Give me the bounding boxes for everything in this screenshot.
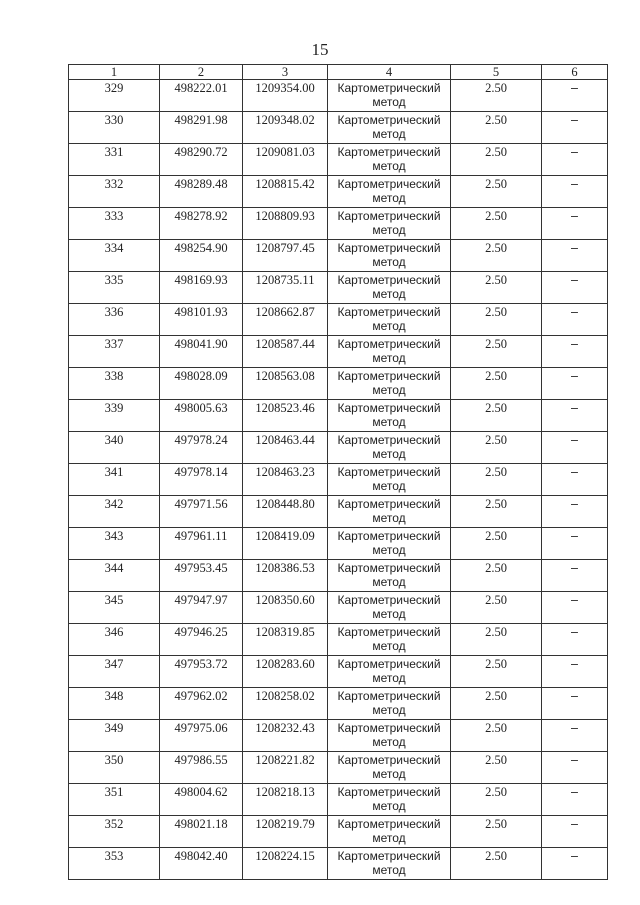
note-cell: – [542, 720, 608, 752]
table-row [69, 560, 608, 592]
accuracy-cell: 2.50 [451, 80, 542, 112]
point-number-cell: 343 [69, 528, 160, 560]
table-body [69, 80, 608, 880]
y-coordinate-cell: 1208221.82 [243, 752, 328, 784]
table-row [69, 784, 608, 816]
column-header: 5 [451, 65, 542, 80]
y-coordinate-cell: 1208350.60 [243, 592, 328, 624]
note-cell: – [542, 304, 608, 336]
accuracy-cell: 2.50 [451, 432, 542, 464]
note-cell: – [542, 112, 608, 144]
x-coordinate-cell: 498028.09 [160, 368, 243, 400]
method-cell: Картометрический метод [328, 112, 451, 144]
accuracy-cell: 2.50 [451, 240, 542, 272]
accuracy-cell: 2.50 [451, 848, 542, 880]
note-cell: – [542, 528, 608, 560]
method-cell: Картометрический метод [328, 368, 451, 400]
table-row [69, 496, 608, 528]
point-number-cell: 339 [69, 400, 160, 432]
table-row [69, 848, 608, 880]
table-row [69, 528, 608, 560]
method-cell: Картометрический метод [328, 528, 451, 560]
table-row [69, 432, 608, 464]
table-row [69, 176, 608, 208]
accuracy-cell: 2.50 [451, 752, 542, 784]
y-coordinate-cell: 1208463.23 [243, 464, 328, 496]
point-number-cell: 331 [69, 144, 160, 176]
accuracy-cell: 2.50 [451, 720, 542, 752]
accuracy-cell: 2.50 [451, 528, 542, 560]
y-coordinate-cell: 1208419.09 [243, 528, 328, 560]
note-cell: – [542, 624, 608, 656]
note-cell: – [542, 272, 608, 304]
point-number-cell: 346 [69, 624, 160, 656]
x-coordinate-cell: 497975.06 [160, 720, 243, 752]
accuracy-cell: 2.50 [451, 336, 542, 368]
y-coordinate-cell: 1208523.46 [243, 400, 328, 432]
note-cell: – [542, 208, 608, 240]
accuracy-cell: 2.50 [451, 560, 542, 592]
column-header: 6 [542, 65, 608, 80]
y-coordinate-cell: 1209081.03 [243, 144, 328, 176]
table-row [69, 304, 608, 336]
note-cell: – [542, 560, 608, 592]
y-coordinate-cell: 1209354.00 [243, 80, 328, 112]
point-number-cell: 335 [69, 272, 160, 304]
method-cell: Картометрический метод [328, 304, 451, 336]
y-coordinate-cell: 1208386.53 [243, 560, 328, 592]
y-coordinate-cell: 1208232.43 [243, 720, 328, 752]
y-coordinate-cell: 1208735.11 [243, 272, 328, 304]
note-cell: – [542, 688, 608, 720]
method-cell: Картометрический метод [328, 688, 451, 720]
note-cell: – [542, 592, 608, 624]
point-number-cell: 329 [69, 80, 160, 112]
x-coordinate-cell: 498004.62 [160, 784, 243, 816]
table-header-row [69, 65, 608, 80]
method-cell: Картометрический метод [328, 720, 451, 752]
x-coordinate-cell: 498042.40 [160, 848, 243, 880]
x-coordinate-cell: 497947.97 [160, 592, 243, 624]
note-cell: – [542, 80, 608, 112]
accuracy-cell: 2.50 [451, 400, 542, 432]
note-cell: – [542, 432, 608, 464]
method-cell: Картометрический метод [328, 208, 451, 240]
y-coordinate-cell: 1208448.80 [243, 496, 328, 528]
point-number-cell: 330 [69, 112, 160, 144]
y-coordinate-cell: 1208815.42 [243, 176, 328, 208]
accuracy-cell: 2.50 [451, 592, 542, 624]
method-cell: Картометрический метод [328, 624, 451, 656]
x-coordinate-cell: 498021.18 [160, 816, 243, 848]
method-cell: Картометрический метод [328, 400, 451, 432]
note-cell: – [542, 368, 608, 400]
column-header: 2 [160, 65, 243, 80]
column-header: 3 [243, 65, 328, 80]
table-row [69, 752, 608, 784]
y-coordinate-cell: 1208662.87 [243, 304, 328, 336]
column-header: 4 [328, 65, 451, 80]
method-cell: Картометрический метод [328, 496, 451, 528]
x-coordinate-cell: 498005.63 [160, 400, 243, 432]
table-row [69, 112, 608, 144]
note-cell: – [542, 816, 608, 848]
table-row [69, 656, 608, 688]
method-cell: Картометрический метод [328, 464, 451, 496]
accuracy-cell: 2.50 [451, 624, 542, 656]
note-cell: – [542, 144, 608, 176]
accuracy-cell: 2.50 [451, 816, 542, 848]
table-row [69, 272, 608, 304]
method-cell: Картометрический метод [328, 144, 451, 176]
point-number-cell: 349 [69, 720, 160, 752]
note-cell: – [542, 176, 608, 208]
table-row [69, 144, 608, 176]
table-row [69, 464, 608, 496]
x-coordinate-cell: 497978.24 [160, 432, 243, 464]
method-cell: Картометрический метод [328, 816, 451, 848]
accuracy-cell: 2.50 [451, 272, 542, 304]
y-coordinate-cell: 1208219.79 [243, 816, 328, 848]
method-cell: Картометрический метод [328, 752, 451, 784]
point-number-cell: 341 [69, 464, 160, 496]
note-cell: – [542, 848, 608, 880]
coordinates-table [68, 64, 608, 880]
column-header: 1 [69, 65, 160, 80]
accuracy-cell: 2.50 [451, 144, 542, 176]
x-coordinate-cell: 497978.14 [160, 464, 243, 496]
point-number-cell: 338 [69, 368, 160, 400]
x-coordinate-cell: 498254.90 [160, 240, 243, 272]
accuracy-cell: 2.50 [451, 464, 542, 496]
point-number-cell: 332 [69, 176, 160, 208]
note-cell: – [542, 656, 608, 688]
y-coordinate-cell: 1208218.13 [243, 784, 328, 816]
x-coordinate-cell: 497962.02 [160, 688, 243, 720]
x-coordinate-cell: 497953.45 [160, 560, 243, 592]
point-number-cell: 340 [69, 432, 160, 464]
point-number-cell: 333 [69, 208, 160, 240]
x-coordinate-cell: 498278.92 [160, 208, 243, 240]
y-coordinate-cell: 1208224.15 [243, 848, 328, 880]
point-number-cell: 345 [69, 592, 160, 624]
x-coordinate-cell: 497986.55 [160, 752, 243, 784]
table-row [69, 688, 608, 720]
accuracy-cell: 2.50 [451, 368, 542, 400]
y-coordinate-cell: 1208563.08 [243, 368, 328, 400]
accuracy-cell: 2.50 [451, 304, 542, 336]
accuracy-cell: 2.50 [451, 656, 542, 688]
point-number-cell: 351 [69, 784, 160, 816]
point-number-cell: 347 [69, 656, 160, 688]
method-cell: Картометрический метод [328, 560, 451, 592]
y-coordinate-cell: 1208319.85 [243, 624, 328, 656]
method-cell: Картометрический метод [328, 240, 451, 272]
y-coordinate-cell: 1208258.02 [243, 688, 328, 720]
note-cell: – [542, 336, 608, 368]
note-cell: – [542, 240, 608, 272]
y-coordinate-cell: 1208809.93 [243, 208, 328, 240]
x-coordinate-cell: 498169.93 [160, 272, 243, 304]
table-row [69, 208, 608, 240]
table-row [69, 720, 608, 752]
point-number-cell: 353 [69, 848, 160, 880]
point-number-cell: 336 [69, 304, 160, 336]
note-cell: – [542, 752, 608, 784]
method-cell: Картометрический метод [328, 848, 451, 880]
method-cell: Картометрический метод [328, 656, 451, 688]
point-number-cell: 342 [69, 496, 160, 528]
accuracy-cell: 2.50 [451, 176, 542, 208]
table-row [69, 816, 608, 848]
method-cell: Картометрический метод [328, 176, 451, 208]
x-coordinate-cell: 498222.01 [160, 80, 243, 112]
table-row [69, 400, 608, 432]
accuracy-cell: 2.50 [451, 688, 542, 720]
table-row [69, 240, 608, 272]
point-number-cell: 350 [69, 752, 160, 784]
point-number-cell: 344 [69, 560, 160, 592]
method-cell: Картометрический метод [328, 784, 451, 816]
accuracy-cell: 2.50 [451, 208, 542, 240]
x-coordinate-cell: 498101.93 [160, 304, 243, 336]
note-cell: – [542, 464, 608, 496]
point-number-cell: 348 [69, 688, 160, 720]
method-cell: Картометрический метод [328, 272, 451, 304]
accuracy-cell: 2.50 [451, 496, 542, 528]
x-coordinate-cell: 498290.72 [160, 144, 243, 176]
y-coordinate-cell: 1209348.02 [243, 112, 328, 144]
point-number-cell: 352 [69, 816, 160, 848]
table-row [69, 80, 608, 112]
x-coordinate-cell: 498289.48 [160, 176, 243, 208]
table-row [69, 336, 608, 368]
x-coordinate-cell: 498041.90 [160, 336, 243, 368]
point-number-cell: 337 [69, 336, 160, 368]
x-coordinate-cell: 497953.72 [160, 656, 243, 688]
y-coordinate-cell: 1208463.44 [243, 432, 328, 464]
point-number-cell: 334 [69, 240, 160, 272]
note-cell: – [542, 496, 608, 528]
y-coordinate-cell: 1208283.60 [243, 656, 328, 688]
method-cell: Картометрический метод [328, 432, 451, 464]
method-cell: Картометрический метод [328, 336, 451, 368]
note-cell: – [542, 400, 608, 432]
x-coordinate-cell: 497971.56 [160, 496, 243, 528]
accuracy-cell: 2.50 [451, 112, 542, 144]
accuracy-cell: 2.50 [451, 784, 542, 816]
table-row [69, 624, 608, 656]
y-coordinate-cell: 1208797.45 [243, 240, 328, 272]
page-number: 15 [311, 40, 329, 59]
x-coordinate-cell: 498291.98 [160, 112, 243, 144]
table-row [69, 592, 608, 624]
table-row [69, 368, 608, 400]
method-cell: Картометрический метод [328, 80, 451, 112]
y-coordinate-cell: 1208587.44 [243, 336, 328, 368]
method-cell: Картометрический метод [328, 592, 451, 624]
x-coordinate-cell: 497961.11 [160, 528, 243, 560]
note-cell: – [542, 784, 608, 816]
x-coordinate-cell: 497946.25 [160, 624, 243, 656]
